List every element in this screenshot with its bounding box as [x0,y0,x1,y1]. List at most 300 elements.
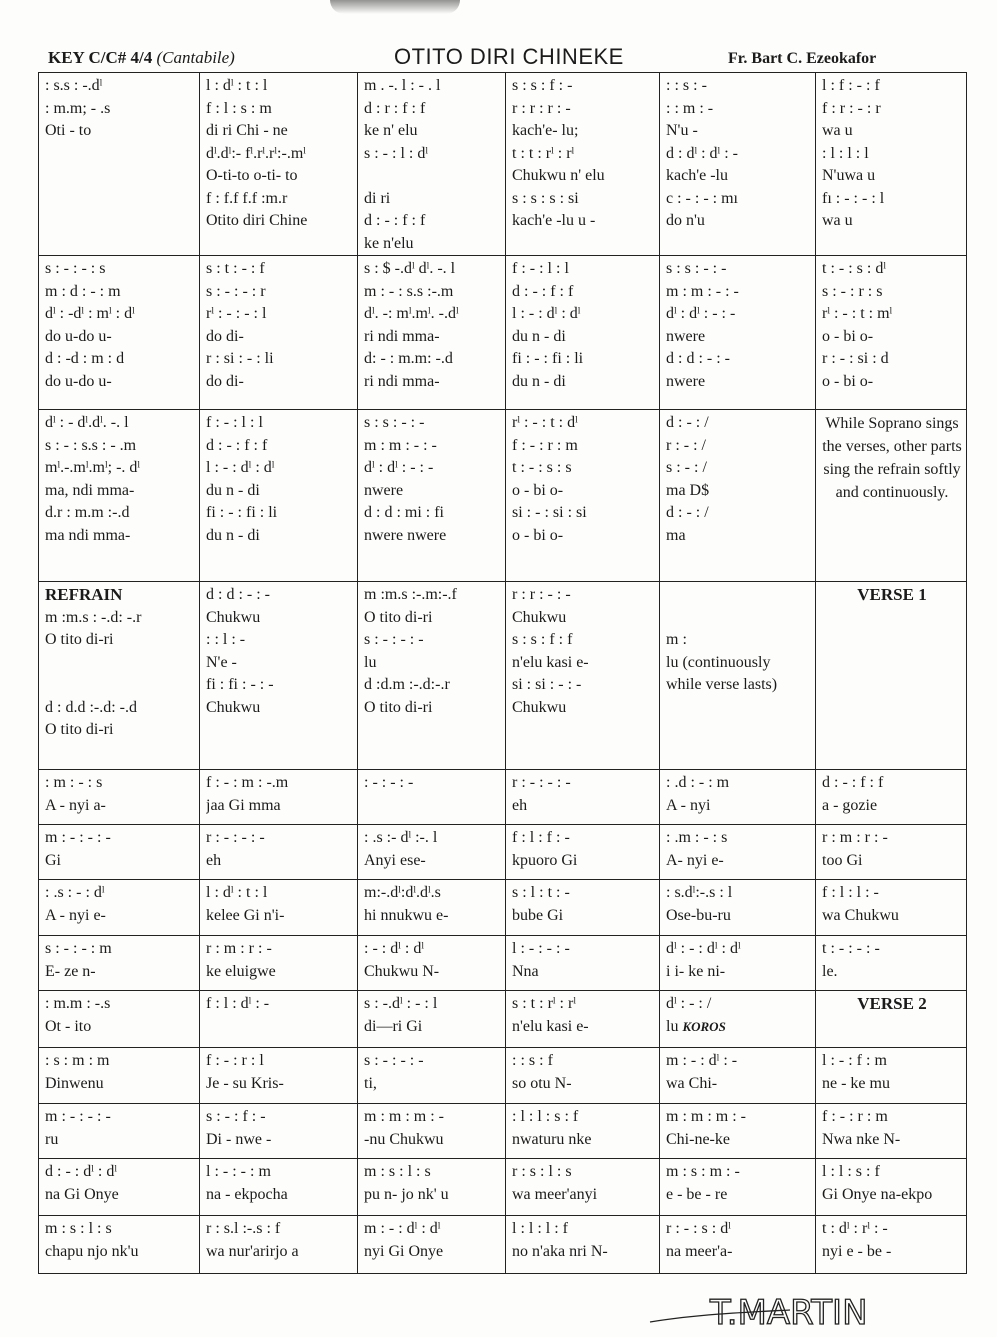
score-line: dˡ. -: mˡ.mˡ. -.dˡ [364,305,459,322]
score-line: : .s :- dˡ :-. l [364,829,438,846]
score-cell [200,73,358,256]
score-line: do u-do u- [45,372,112,390]
score-line: s : s : f : - [512,77,573,94]
score-cell [506,770,660,825]
score-line: si : si : - : - [512,676,582,693]
handwritten-signature [640,1282,940,1337]
score-cell [660,825,816,880]
score-line: A- nyi e- [666,851,724,869]
score-line: d : - : dˡ : dˡ [45,1163,117,1180]
score-row [39,880,967,936]
score-line: do u-do u- [45,327,112,345]
score-cell [200,991,358,1048]
score-cell [660,880,816,936]
score-line: ne - ke mu [822,1074,890,1092]
score-line: dˡ : - : / [666,995,712,1012]
score-row [39,1216,967,1274]
score-line: Otito diri Chine [206,212,308,229]
score-line: na Gi Onye [45,1185,119,1203]
score-line: r : - : - : - [206,829,265,846]
score-line: m : s : l : s [45,1220,112,1237]
score-line: o - bi o- [512,526,564,544]
score-cell [816,582,967,770]
score-cell [39,1216,200,1274]
score-cell [660,1104,816,1159]
score-line: kach'e -lu u - [512,212,596,229]
score-line: kach'e- lu; [512,122,579,139]
score-row [39,825,967,880]
score-line: wa nur'arirjo a [206,1242,299,1260]
score-line: so otu N- [512,1074,572,1092]
score-line: Chukwu [206,698,261,716]
score-cell [816,991,967,1048]
score-line: m : m : - : - [364,436,437,454]
score-line: m : m : m : - [364,1108,444,1125]
score-line: lu (continuously [666,653,771,671]
score-line: m : - : dˡ : dˡ [364,1220,441,1237]
score-line: c : - : - : mı [666,189,738,207]
score-line: s : - : s.s : - .m [45,436,137,454]
song-title: OTITO DIRI CHINEKE [394,44,624,69]
score-line: le. [822,962,838,980]
score-cell [39,1104,200,1159]
score-line: d : - : f : f [206,436,268,454]
score-line: n'elu kasi e- [512,653,589,671]
score-line: r : - : si : d [822,350,889,367]
score-cell [200,1104,358,1159]
score-cell [660,256,816,410]
score-line: no n'aka nri N- [512,1242,608,1260]
score-line: f : l : s : m [206,99,272,117]
score-line: s : s : s : si [512,189,579,207]
score-line: s : - : - : s [45,260,106,277]
score-cell [200,256,358,410]
score-row [39,256,967,410]
score-cell [200,1216,358,1274]
score-line: du n - di [512,327,566,345]
score-line: fi : fi : - : - [206,676,274,693]
score-line: l : l : s : f [822,1163,880,1180]
score-line: O tito di-ri [45,721,114,738]
score-line: wa u [822,122,853,139]
score-cell [660,582,816,770]
score-line: : s.s : -.dˡ [45,77,103,94]
score-cell [816,73,967,256]
score-line: r : - : / [666,436,706,454]
score-cell [506,73,660,256]
score-cell [358,1104,506,1159]
score-line: : : s : f [512,1052,553,1069]
score-line: m:-.dˡ:dˡ.dˡ.s [364,884,441,901]
score-line: m :m.s :-.m:-.f [364,586,457,603]
score-line: na meer'a- [666,1242,733,1260]
score-line: l : - : - : - [512,940,570,957]
score-line: l : dˡ : t : l [206,77,268,94]
score-line: Ose-bu-ru [666,906,731,924]
score-line: rˡ : - : - : l [206,305,267,322]
score-line: ma D$ [666,481,710,499]
score-row [39,1104,967,1159]
score-line: s : s : - : - [666,260,727,277]
score-cell [200,936,358,991]
score-cell [200,770,358,825]
score-row [39,1048,967,1104]
score-line: while verse lasts) [666,676,778,693]
score-line: Gi [45,851,61,869]
score-line: nwere [364,481,404,499]
score-line: nwaturu nke [512,1130,592,1148]
score-cell [39,582,200,770]
score-line [666,584,811,607]
score-line: dˡ : - dˡ.dˡ. -. l [45,414,129,431]
score-line [206,1016,353,1039]
score-line: d : d : - : - [206,586,270,603]
score-cell [506,1048,660,1104]
score-row [39,73,967,256]
score-line: l : - : dˡ : dˡ [206,459,275,476]
score-line: : l : l : s : f [512,1108,579,1125]
score-line: Nna [512,962,539,980]
score-cell [358,582,506,770]
score-cell [506,582,660,770]
score-line: s : - : f : - [206,1108,266,1125]
score-line: ke eluigwe [206,962,276,980]
score-line: s : - : - : - [364,631,424,648]
score-line: r : - : s : dˡ [666,1220,731,1237]
score-line: : l : l : l [822,144,869,162]
score-line: m : - : s.s :-.m [364,282,454,300]
score-line: d.r : m.m :-.d [45,504,130,521]
score-line: fi : - : fi : li [206,504,278,521]
score-line: s : - : / [666,459,707,476]
score-cell [816,1048,967,1104]
score-line: do n'u [666,212,705,229]
score-line: m : s : m : - [666,1163,740,1180]
score-line: nwere [666,372,706,390]
score-line: t : dˡ : rˡ : - [822,1220,888,1237]
score-line: d : - : f : f [822,774,884,791]
score-line: O tito di-ri [364,608,433,626]
score-line: r : s.l :-.s : f [206,1220,281,1237]
sheet-header [48,44,948,72]
score-line: m : m : m : - [666,1108,746,1125]
score-line: l : - : dˡ : dˡ [512,305,581,322]
score-line [666,607,811,630]
score-line: eh [512,796,528,814]
score-line [666,697,811,720]
score-line: Chi-ne-ke [666,1130,730,1148]
score-line: wa meer'anyi [512,1185,598,1203]
score-line: o - bi o- [512,481,564,499]
score-line: f : - : l : l [206,414,263,431]
score-cell [660,1159,816,1216]
section-label: VERSE 2 [857,994,927,1013]
score-line: ke n'elu [364,234,414,252]
score-line: d : dˡ : dˡ : - [666,144,738,162]
score-line: di ri Chi - ne [206,122,288,139]
score-line: d : - : f : f [512,282,574,300]
score-cell [358,73,506,256]
score-cell [660,991,816,1048]
score-line: r : s : l : s [512,1163,572,1180]
score-line: nwere nwere [364,526,447,544]
score-cell [358,825,506,880]
score-line: : s : m : m [45,1052,110,1069]
score-line: : : l : - [206,631,246,648]
koros-marker: KOROS [682,1018,726,1034]
score-line: too Gi [822,851,863,869]
score-line: t : - : s : s [512,459,572,476]
score-line: do di- [206,327,244,345]
score-cell [506,410,660,582]
score-line: chapu njo nk'u [45,1242,139,1260]
score-line: : m : - : s [45,774,103,791]
score-cell [506,936,660,991]
score-cell [816,1216,967,1274]
score-cell [39,770,200,825]
score-line: s : t : rˡ : rˡ [512,995,576,1012]
score-cell [358,410,506,582]
score-line: na - ekpocha [206,1185,288,1203]
score-row [39,770,967,825]
score-line [45,674,195,697]
score-line: : m.m; - .s [45,99,111,117]
score-cell [39,991,200,1048]
score-cell [39,73,200,256]
score-line: fı : - : - : l [822,189,885,207]
score-line: kelee Gi n'i- [206,906,285,924]
score-cell [358,880,506,936]
score-cell [660,1048,816,1104]
score-cell [816,770,967,825]
score-line: s : -.dˡ : - : l [364,995,438,1012]
score-line: wa Chi- [666,1074,718,1092]
section-label: REFRAIN [45,585,123,604]
score-line: f : r : - : r [822,99,881,117]
score-line: du n - di [206,481,260,499]
score-line: bube Gi [512,906,564,924]
score-cell [200,1048,358,1104]
score-line: di—ri Gi [364,1017,423,1035]
score-line [364,795,501,818]
score-line: f : - : r : m [512,436,578,454]
score-line: : .s : - : dˡ [45,884,105,901]
score-line: l : dˡ : t : l [206,884,268,901]
score-line: ma ndi mma- [45,526,131,544]
score-row [39,410,967,582]
score-cell [39,825,200,880]
score-cell [816,1104,967,1159]
score-line: E- ze n- [45,962,96,980]
score-line: d : - : / [666,414,709,431]
score-cell [506,825,660,880]
score-line: t : t : rˡ : rˡ [512,144,575,162]
score-line: : : m : - [666,99,714,117]
score-line: ru [45,1130,59,1148]
score-line: d : d : - : - [666,350,730,367]
score-line: o - bi o- [822,327,874,345]
score-cell [200,1159,358,1216]
score-line: l : - : f : m [822,1052,887,1069]
score-line: ma, ndi mma- [45,481,135,499]
score-line: A - nyi [666,796,711,814]
score-line: d : d.d :-.d: -.d [45,698,137,716]
score-cell [39,936,200,991]
score-line: : .m : - : s [666,829,728,846]
score-line: n'elu kasi e- [512,1017,589,1035]
score-line: O tito di-ri [364,698,433,716]
score-line: m . -. l : - . l [364,77,441,94]
score-line: : s.dˡ:-.s : l [666,884,733,901]
score-line: lu KOROS [666,1017,726,1035]
score-line: Nwa nke N- [822,1130,901,1148]
score-line: i i- ke ni- [666,962,726,980]
score-cell [660,1216,816,1274]
score-line: d : r : f : f [364,99,426,117]
score-line: s : - : r : s [822,282,883,300]
score-line: : m.m : -.s [45,995,111,1012]
score-line: lu [364,653,377,671]
score-line: d : - : f : f [364,212,426,229]
score-line: dˡ : dˡ : - : - [666,305,736,322]
score-line: m : - : dˡ : - [666,1052,738,1069]
score-line: rˡ : - : t : dˡ [512,414,578,431]
score-line: f : l : f : - [512,829,570,846]
score-line: di ri [364,189,391,207]
score-line: m : d : - : m [45,282,121,300]
score-line: m : m : - : - [666,282,739,300]
score-line: O-ti-to o-ti- to [206,167,298,184]
score-cell [816,825,967,880]
score-line: -nu Chukwu [364,1130,444,1148]
score-line: r : si : - : li [206,350,274,367]
score-line: l : - : - : m [206,1163,271,1180]
score-line: Chukwu N- [364,962,440,980]
score-line: s : - : l : dˡ [364,144,428,162]
score-line: Chukwu [206,608,261,626]
score-line: N'uwa u [822,167,876,184]
score-line: Anyi ese- [364,851,426,869]
score-line: Gi Onye na-ekpo [822,1185,933,1203]
score-line: dˡ : dˡ : - : - [364,459,434,476]
score-line: a - gozie [822,796,878,814]
score-line: f : l : dˡ : - [206,995,270,1012]
composer-name: Fr. Bart C. Ezeokafor [728,50,877,67]
score-cell [660,73,816,256]
score-cell [506,1216,660,1274]
score-line: N'e - [206,653,237,671]
score-line: s : - : - : m [45,940,112,957]
score-line: nyi Gi Onye [364,1242,444,1260]
score-line: Chukwu [512,698,567,716]
svg-text:T.MARTIN: T.MARTIN [710,1293,868,1333]
score-line: N'u - [666,122,698,139]
score-line: rˡ : - : t : mˡ [822,305,893,322]
score-line: d : -d : m : d [45,350,125,367]
score-line: s : s : f : f [512,631,573,648]
score-cell [358,936,506,991]
score-line: hi nnukwu e- [364,906,449,924]
score-cell [816,410,967,582]
score-line: f : f.f f.f :m.r [206,189,288,207]
score-line: ri ndi mma- [364,327,440,345]
score-line: dˡ.dˡ:- fˡ.rˡ.rˡ:-.mˡ [206,144,306,162]
score-line: m :m.s : -.d: -.r [45,608,142,626]
score-line: nwere [666,327,706,345]
score-line: mˡ.-.mˡ.mˡ; -. dˡ [45,459,141,476]
score-line: r : - : - : - [512,774,571,791]
score-line: wa Chukwu [822,906,899,924]
key-signature: KEY C/C# 4/4 (Cantabile) [48,48,235,67]
score-line: A - nyi e- [45,906,106,924]
score-line: : - : - : - [364,774,414,791]
score-row [39,1159,967,1216]
score-line: s : l : t : - [512,884,570,901]
score-line: kpuoro Gi [512,851,578,869]
score-line: s : $ -.dˡ dˡ. -. l [364,260,456,277]
score-line: s : t : - : f [206,260,265,277]
score-cell [660,936,816,991]
score-line: While Soprano sings the verses, other parts sing the refrain softly and continuously. [822,415,962,501]
score-row [39,991,967,1048]
score-line: t : - : - : - [822,940,880,957]
score-line: nyi e - be - [822,1242,892,1260]
score-line: si : - : si : si [512,504,587,521]
score-cell [506,880,660,936]
score-cell [358,1216,506,1274]
score-line: do di- [206,372,244,390]
score-line: jaa Gi mma [206,796,281,814]
score-line: r : r : r : - [512,99,571,117]
score-line: : - : dˡ : dˡ [364,940,424,957]
score-cell [200,582,358,770]
score-line: dˡ : -dˡ : mˡ : dˡ [45,305,135,322]
score-cell [358,1048,506,1104]
score-line: m : [666,631,687,648]
score-cell [660,770,816,825]
score-line: d :d.m :-.d:-.r [364,676,450,693]
score-line: Chukwu [512,608,567,626]
score-line: Dinwenu [45,1074,104,1092]
score-cell [816,880,967,936]
score-cell [39,880,200,936]
score-cell [39,1048,200,1104]
score-line: : : s : - [666,77,707,94]
score-cell [39,410,200,582]
score-line: r : r : - : - [512,586,571,603]
score-line: o - bi o- [822,372,874,390]
score-line: O tito di-ri [45,631,114,648]
score-line: f : - : m : -.m [206,774,289,791]
score-line: m : s : l : s [364,1163,431,1180]
score-line [45,652,195,675]
score-line: eh [206,851,222,869]
score-line: s : s : - : - [364,414,425,431]
score-line: f : - : l : l [512,260,569,277]
score-cell [506,1104,660,1159]
score-cell [660,410,816,582]
score-line: ti, [364,1074,377,1092]
score-cell [39,256,200,410]
score-cell [39,1159,200,1216]
score-line: d : - : / [666,504,709,521]
score-line: Je - su Kris- [206,1074,284,1092]
score-line: Ot - ito [45,1017,92,1035]
score-line: r : m : r : - [822,829,888,846]
score-line: d : d : mi : fi [364,504,444,521]
score-line: Di - nwe - [206,1130,272,1148]
score-line: du n - di [206,526,260,544]
